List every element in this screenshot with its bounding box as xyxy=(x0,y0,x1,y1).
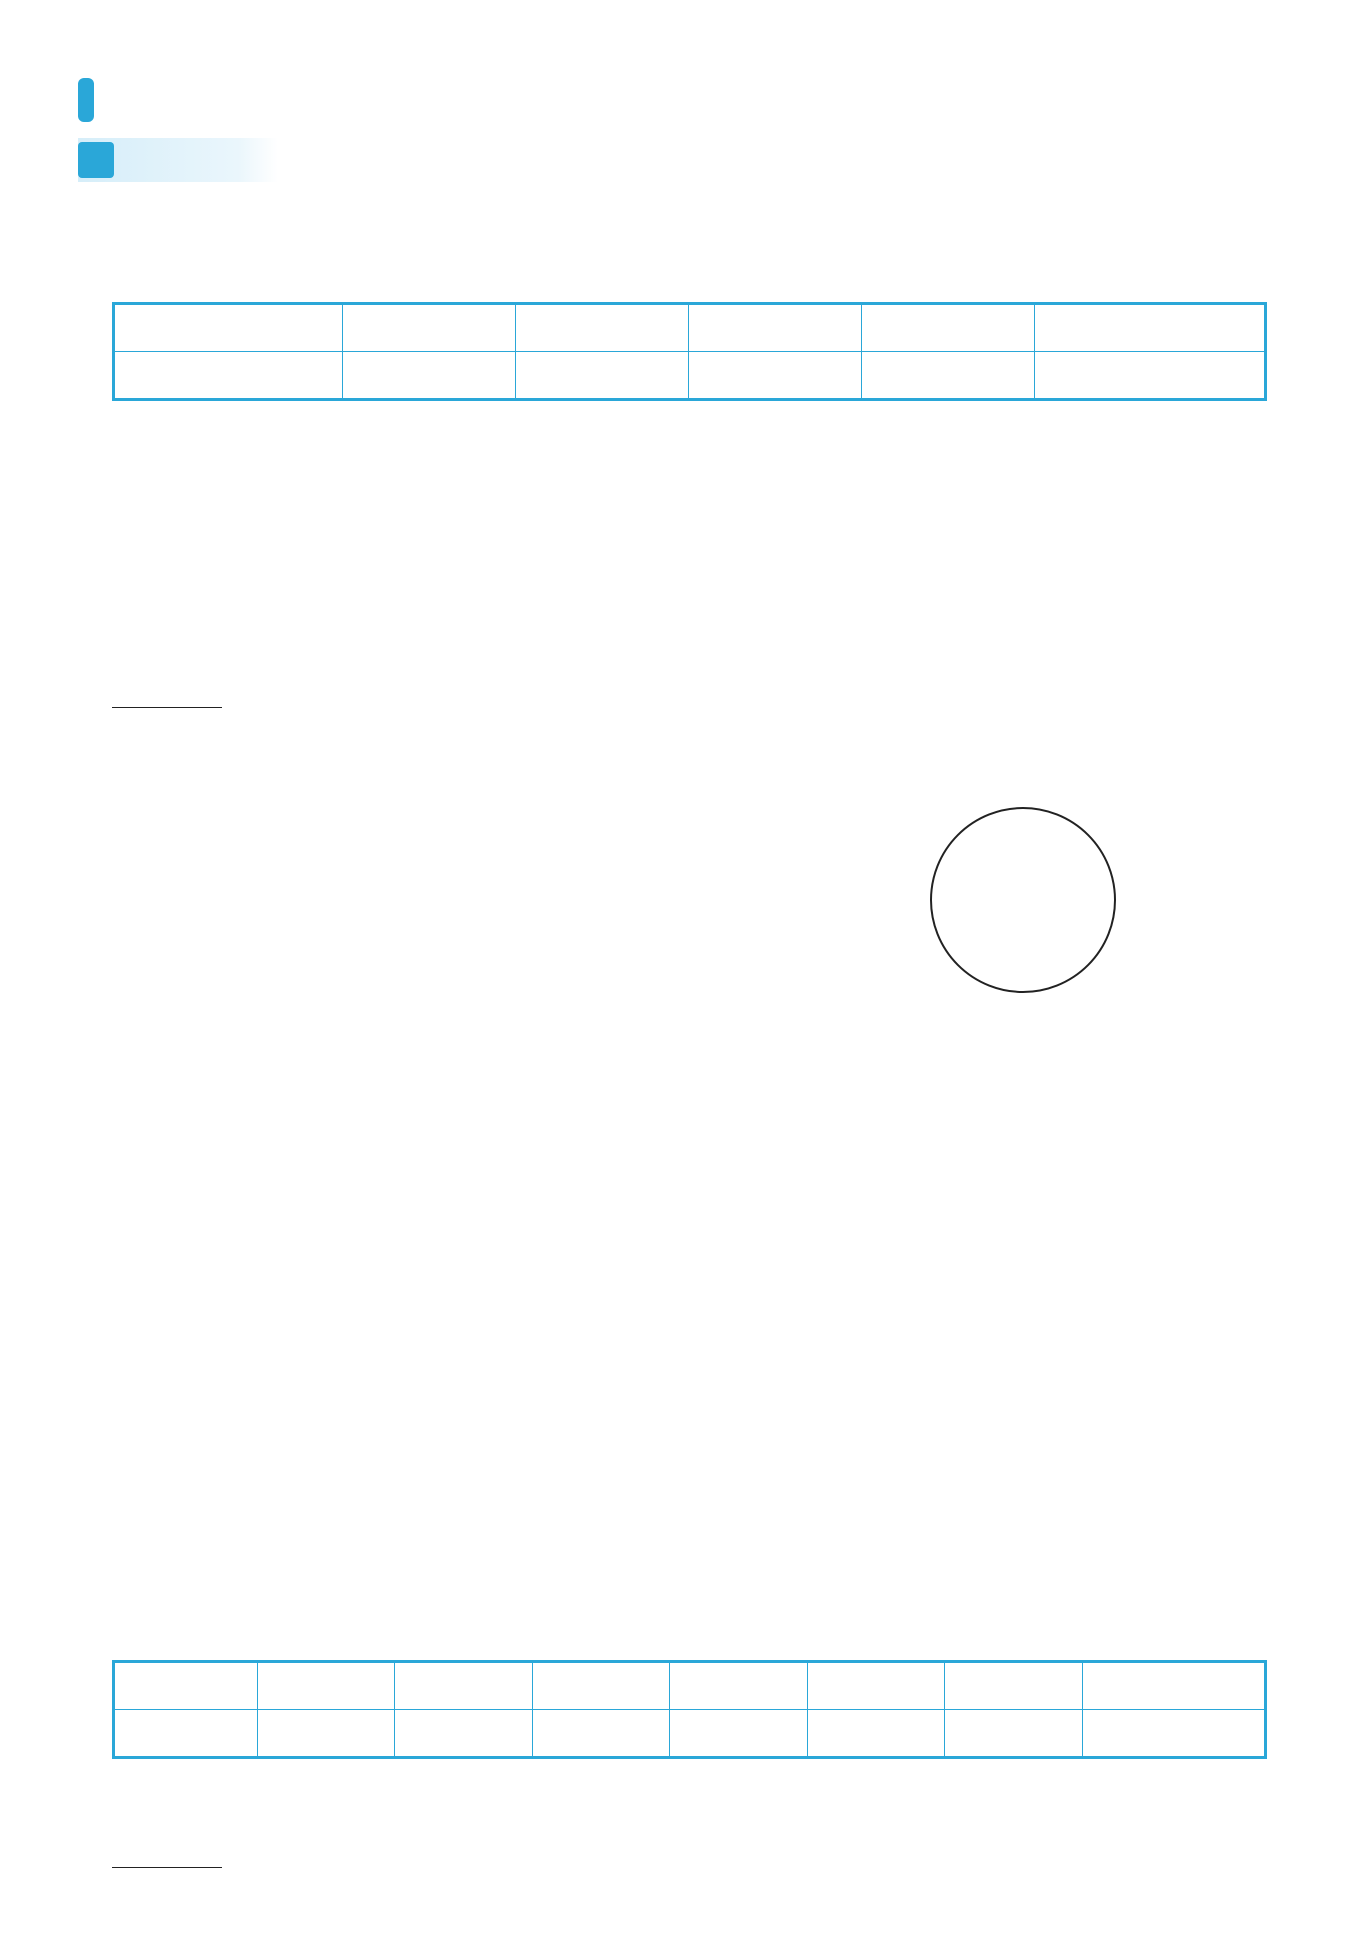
section-banner xyxy=(78,138,278,182)
q5-line4 xyxy=(60,668,112,697)
q6-table-cell xyxy=(395,1662,532,1710)
q4-table xyxy=(112,302,1267,401)
q4-table-cell xyxy=(862,304,1035,352)
q5-pie-chart xyxy=(880,775,1140,1015)
q6-line4 xyxy=(60,1206,112,1235)
q4-text xyxy=(60,192,1280,292)
q5-bar-chart xyxy=(255,712,825,1012)
q4-table-cell xyxy=(862,352,1035,400)
q6-table-cell xyxy=(807,1710,944,1758)
logo-box xyxy=(78,78,94,122)
q5-text xyxy=(60,508,1300,708)
q5-line2 xyxy=(60,568,112,597)
q4-table-cell xyxy=(516,304,689,352)
q6-table-cell xyxy=(670,1662,807,1710)
q4-table-label-count xyxy=(114,352,343,400)
q6-table-row-header xyxy=(114,1662,1266,1710)
q4-table-row-values xyxy=(114,352,1266,400)
q6-histogram xyxy=(100,1248,500,1568)
q6-table-cell xyxy=(258,1662,395,1710)
q6-sub1-blank[interactable] xyxy=(112,1837,222,1868)
q6-table-label-score xyxy=(114,1662,258,1710)
q4-table-cell xyxy=(689,352,862,400)
q6-table-cell xyxy=(670,1710,807,1758)
q6-table-cell xyxy=(258,1710,395,1758)
q5-line3 xyxy=(60,618,112,647)
q4-table-row-header xyxy=(114,304,1266,352)
header xyxy=(78,78,118,122)
q6-table xyxy=(112,1660,1267,1759)
q6-table-label-count xyxy=(114,1710,258,1758)
q6-table-cell xyxy=(395,1710,532,1758)
q4-table-cell xyxy=(1035,352,1266,400)
q4-table-label-vision xyxy=(114,304,343,352)
q4-table-cell xyxy=(516,352,689,400)
q6-text xyxy=(60,1046,1300,1246)
q6-line3 xyxy=(60,1156,112,1185)
q4-table-cell xyxy=(343,304,516,352)
q4-line2 xyxy=(60,252,92,281)
pencil-icon xyxy=(78,142,114,178)
pie-circle xyxy=(931,808,1115,992)
q6-grid-chart xyxy=(490,1248,1270,1568)
q6-table-cell xyxy=(807,1662,944,1710)
q6-table-cell xyxy=(532,1662,669,1710)
q6-line2 xyxy=(60,1106,112,1135)
q4-table-cell xyxy=(1035,304,1266,352)
q6-table-cell xyxy=(1082,1662,1265,1710)
q6-table-cell xyxy=(1082,1710,1265,1758)
q6-sub1 xyxy=(112,1818,222,1868)
q6-table-cell xyxy=(945,1662,1082,1710)
q6-table-cell xyxy=(532,1710,669,1758)
q6-table-row-values xyxy=(114,1710,1266,1758)
q6-table-cell xyxy=(945,1710,1082,1758)
q4-table-cell xyxy=(689,304,862,352)
q4-table-cell xyxy=(343,352,516,400)
q5-blank[interactable] xyxy=(112,677,222,708)
